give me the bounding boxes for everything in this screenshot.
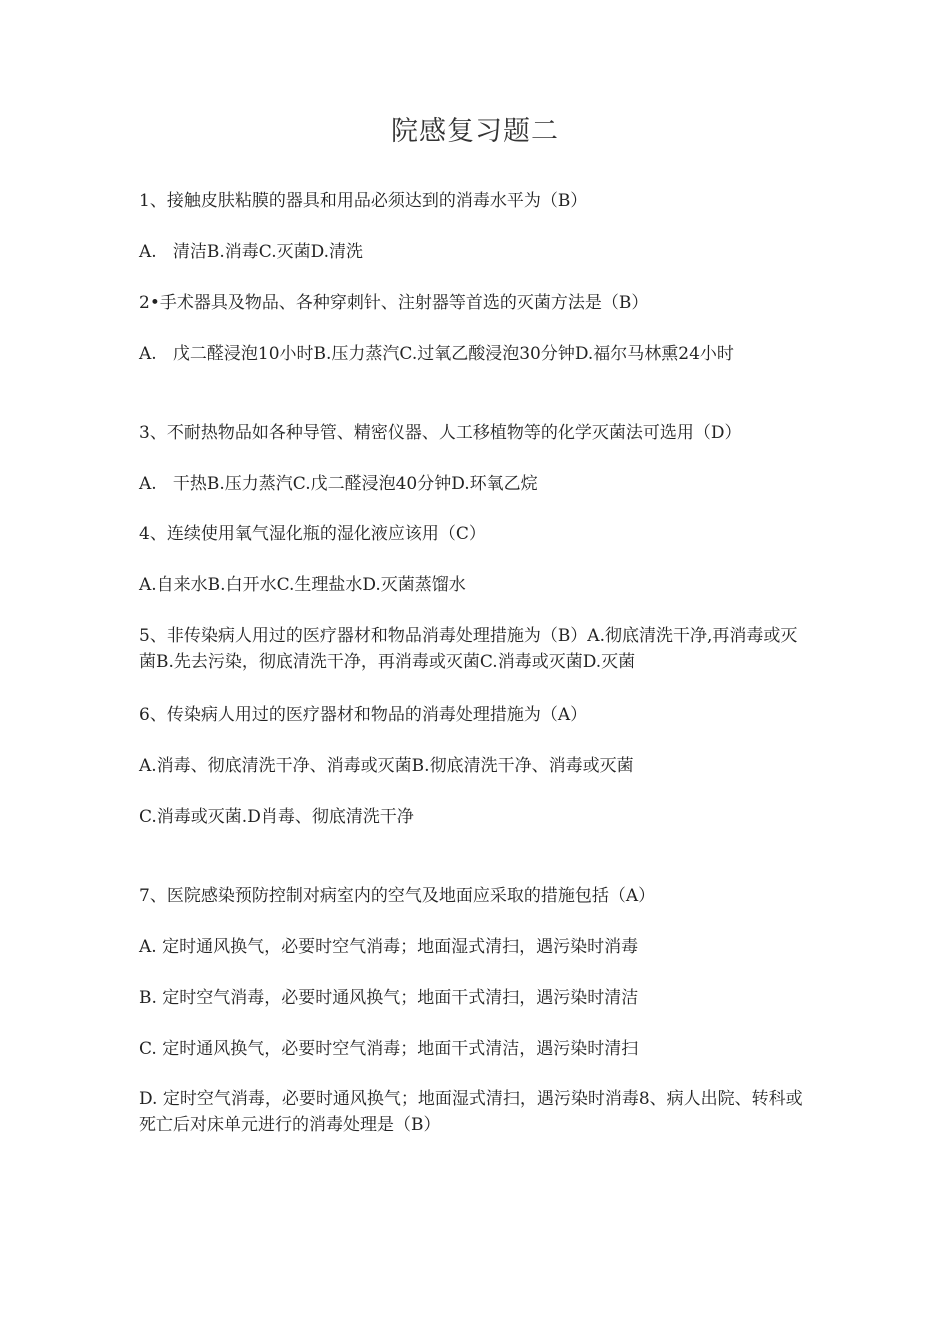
question-6: 6、传染病人用过的医疗器材和物品的消毒处理措施为（A） [139,705,588,725]
question-1: 1、接触皮肤粘膜的器具和用品必须达到的消毒水平为（B） [139,191,588,211]
question-7-option-c: C. 定时通风换气，必要时空气消毒；地面干式清洁，遇污染时清扫 [139,1039,639,1059]
question-3: 3、不耐热物品如各种导管、精密仪器、人工移植物等的化学灭菌法可选用（D） [139,423,742,443]
question-7: 7、医院感染预防控制对病室内的空气及地面应采取的措施包括（A） [139,886,656,906]
question-3-options: A. 干热B.压力蒸汽C.戊二醛浸泡40分钟D.环氧乙烷 [139,474,538,494]
question-1-options: A. 清洁B.消毒C.灭菌D.清洗 [139,242,364,262]
question-7-option-b: B. 定时空气消毒，必要时通风换气；地面干式清扫，遇污染时清洁 [139,988,639,1008]
question-7-option-a: A. 定时通风换气，必要时空气消毒；地面湿式清扫，遇污染时消毒 [139,937,639,957]
question-5: 5、非传染病人用过的医疗器材和物品消毒处理措施为（B）A.彻底清洗干净,再消毒或灭菌B.先去污染，彻底清洗干净，再消毒或灭菌C.消毒或灭菌D.灭菌 [139,626,798,672]
question-6-options-a-b: A.消毒、彻底清洗干净、消毒或灭菌B.彻底清洗干净、消毒或灭菌 [139,756,634,776]
question-4-options: A.自来水B.白开水C.生理盐水D.灭菌蒸馏水 [139,575,466,595]
question-4: 4、连续使用氧气湿化瓶的湿化液应该用（C） [139,524,486,544]
page-title: 院感复习题二 [391,116,559,147]
question-6-options-c-d: C.消毒或灭菌.D肖毒、彻底清洗干净 [139,807,414,827]
question-7-option-d: D. 定时空气消毒，必要时通风换气；地面湿式清扫，遇污染时消毒8、病人出院、转科或死亡后对床单元进行的消毒处理是（B） [139,1089,803,1135]
question-2: 2•手术器具及物品、各种穿刺针、注射器等首选的灭菌方法是（B） [139,293,649,313]
question-2-options: A. 戊二醛浸泡10小时B.压力蒸汽C.过氧乙酸浸泡30分钟D.福尔马林熏24小时 [139,344,734,364]
